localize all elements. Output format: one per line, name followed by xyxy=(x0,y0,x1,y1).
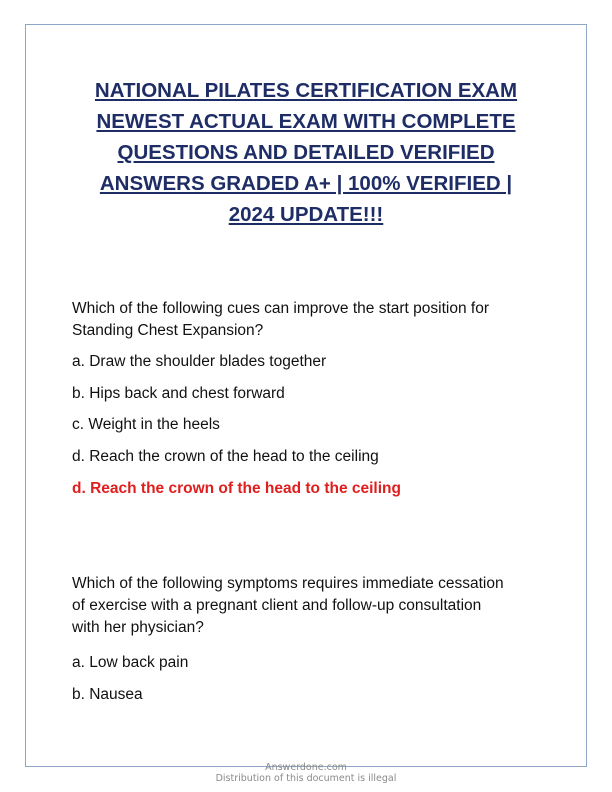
question-line: with her physician? xyxy=(72,619,204,636)
question-2-stem xyxy=(72,573,504,639)
question-2-option-b: b. Nausea xyxy=(72,686,143,703)
question-2-option-a: a. Low back pain xyxy=(72,654,189,671)
footer-notice: Distribution of this document is illegal xyxy=(215,773,397,784)
title-line: NEWEST ACTUAL EXAM WITH COMPLETE xyxy=(96,110,516,133)
footer-site: Answerdone.com xyxy=(265,762,347,773)
title-line: ANSWERS GRADED A+ | 100% VERIFIED | xyxy=(99,172,513,195)
question-1-stem xyxy=(72,298,489,342)
question-1-option-a: a. Draw the shoulder blades together xyxy=(72,353,327,370)
question-1-option-d: d. Reach the crown of the head to the ceiling xyxy=(72,448,379,465)
question-1-option-c: c. Weight in the heels xyxy=(72,416,220,433)
question-1-answer: d. Reach the crown of the head to the ceiling xyxy=(72,480,401,497)
question-line: Standing Chest Expansion? xyxy=(72,322,264,339)
title-line: 2024 UPDATE!!! xyxy=(228,203,384,226)
question-line: Which of the following symptoms requires immediate cessation xyxy=(72,575,504,592)
question-1-option-b: b. Hips back and chest forward xyxy=(72,385,285,402)
title-line: NATIONAL PILATES CERTIFICATION EXAM xyxy=(94,79,518,102)
page-footer xyxy=(0,762,612,784)
document-title xyxy=(40,75,572,230)
title-line: QUESTIONS AND DETAILED VERIFIED xyxy=(117,141,495,164)
question-line: Which of the following cues can improve the start position for xyxy=(72,300,489,317)
question-line: of exercise with a pregnant client and follow-up consultation xyxy=(72,597,482,614)
